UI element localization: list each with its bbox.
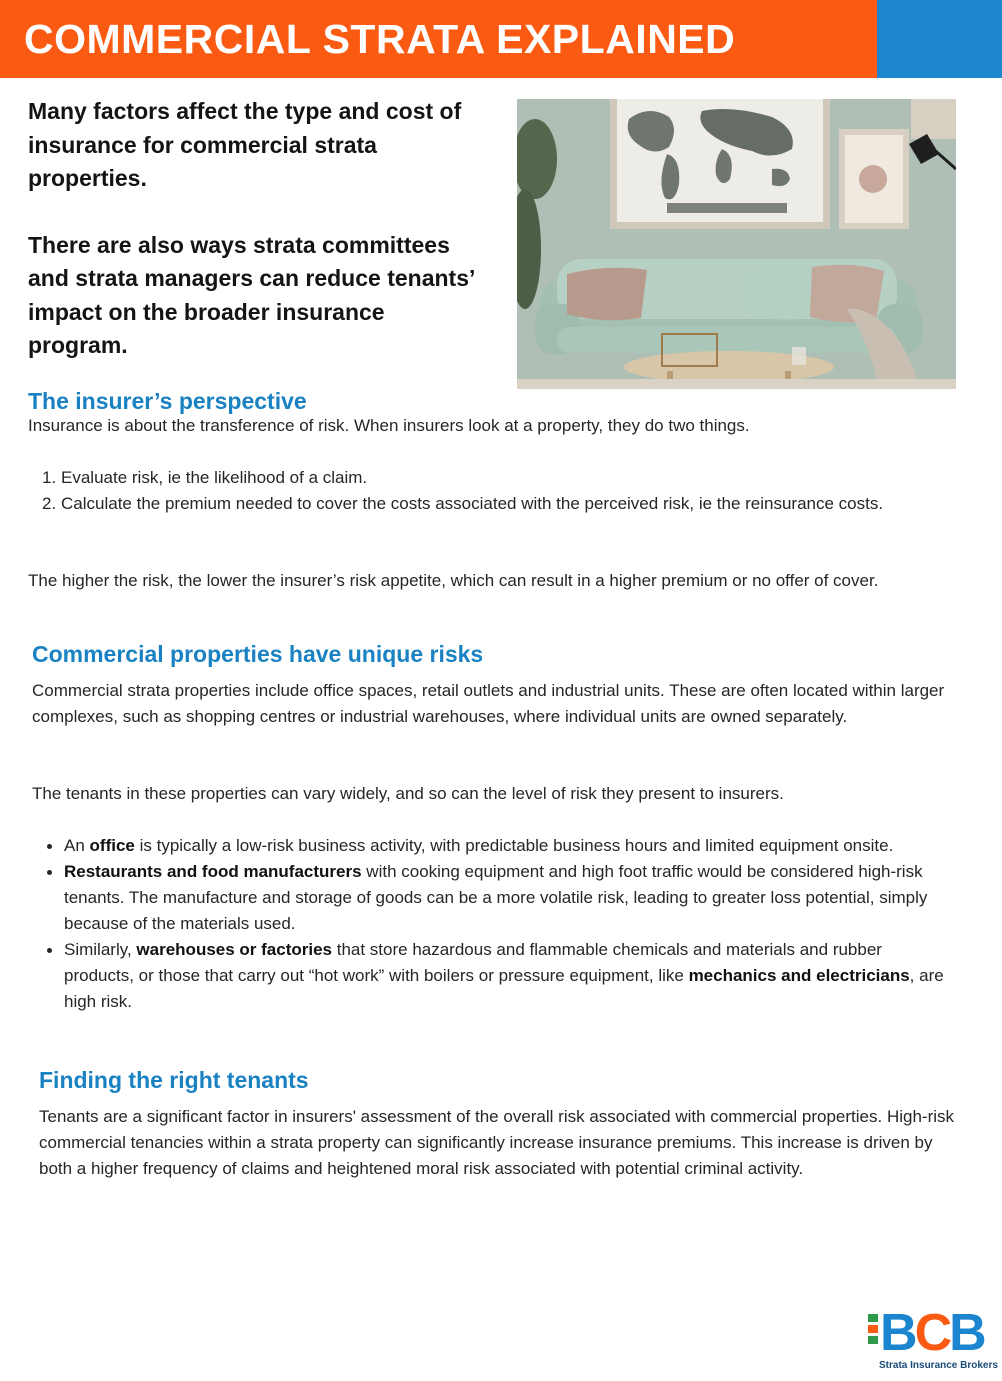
logo-letter: B [949, 1304, 984, 1362]
bullet-text: with cooking equipment and high foot traffic would be considered high-risk tenants. The manufacture and storage of goods can be a more volatile risk, leading to greater loss potential, simply because of the materials used. [64, 862, 928, 933]
bullet-bold-term: Restaurants and food manufacturers [64, 862, 362, 881]
bullet-text: that store hazardous and flammable chemicals and materials and rubber products, or those that carry out “hot work” with boilers or pressure equipment, like [64, 940, 882, 985]
section1-lead: Insurance is about the transference of risk. When insurers look at a property, they do two things. [28, 416, 750, 435]
section2-paragraph-2: The tenants in these properties can vary widely, and so can the level of risk they present to insurers. [32, 784, 784, 803]
numbered-item [28, 465, 948, 491]
logo-letter: B [880, 1304, 915, 1362]
intro-paragraph-1: Many factors affect the type and cost of insurance for commercial strata properties. [28, 98, 462, 191]
bullet-bold-term: warehouses or factories [136, 940, 332, 959]
heading-finding-tenants: Finding the right tenants [39, 1067, 309, 1093]
item-number: 2. [42, 494, 57, 513]
heading-unique-risks: Commercial properties have unique risks [32, 641, 484, 667]
header-accent-block [877, 0, 1002, 78]
bullet-text: Similarly, [64, 940, 137, 959]
intro-block [28, 95, 488, 363]
bullet-text: , are high risk. [64, 966, 944, 1011]
heading-insurers-perspective: The insurer’s perspective [28, 388, 307, 414]
section1-closing: The higher the risk, the lower the insurer’s risk appetite, which can result in a higher premium or no offer of cover. [28, 571, 879, 590]
bullet-item [32, 833, 952, 859]
section1-numbered-list [28, 465, 948, 517]
logo-letter: C [914, 1304, 950, 1362]
bullet-text: An [64, 836, 90, 855]
bullet-bold-term: mechanics and electricians [688, 966, 910, 985]
numbered-item [28, 491, 948, 517]
living-room-photo [517, 99, 956, 389]
item-text: Calculate the premium needed to cover the costs associated with the perceived risk, ie the reinsurance costs. [61, 494, 884, 513]
photo-illustration [517, 99, 956, 389]
section2-paragraph-1: Commercial strata properties include office spaces, retail outlets and industrial units. These are often located within larger complexes, such as shopping centres or industrial warehouses, where individual units are owned separately. [32, 681, 945, 726]
logo-houses-icon [866, 1312, 880, 1348]
logo-tagline: Strata Insurance Brokers [879, 1360, 998, 1371]
item-number: 1. [42, 468, 57, 487]
bullet-bold-term: office [89, 836, 135, 855]
intro-paragraph-2: There are also ways strata committees and strata managers can reduce tenants’ impact on the broader insurance program. [28, 231, 475, 358]
section3-paragraph-1: Tenants are a significant factor in insurers' assessment of the overall risk associated with commercial properties. High-risk commercial tenancies within a strata property can significantly increase insurance premiums. This increase is driven by both a higher frequency of claims and heightened moral risk associated with potential criminal activity. [39, 1107, 955, 1178]
page-title: COMMERCIAL STRATA EXPLAINED [24, 16, 736, 62]
bullet-item [32, 859, 952, 937]
bullet-text: is typically a low-risk business activity, with predictable business hours and limited equipment onsite. [134, 836, 894, 855]
item-text: Evaluate risk, ie the likelihood of a claim. [61, 468, 368, 487]
risk-bullet-list [32, 833, 952, 1015]
bcb-logo [880, 1305, 984, 1361]
bullet-item [32, 937, 952, 1015]
